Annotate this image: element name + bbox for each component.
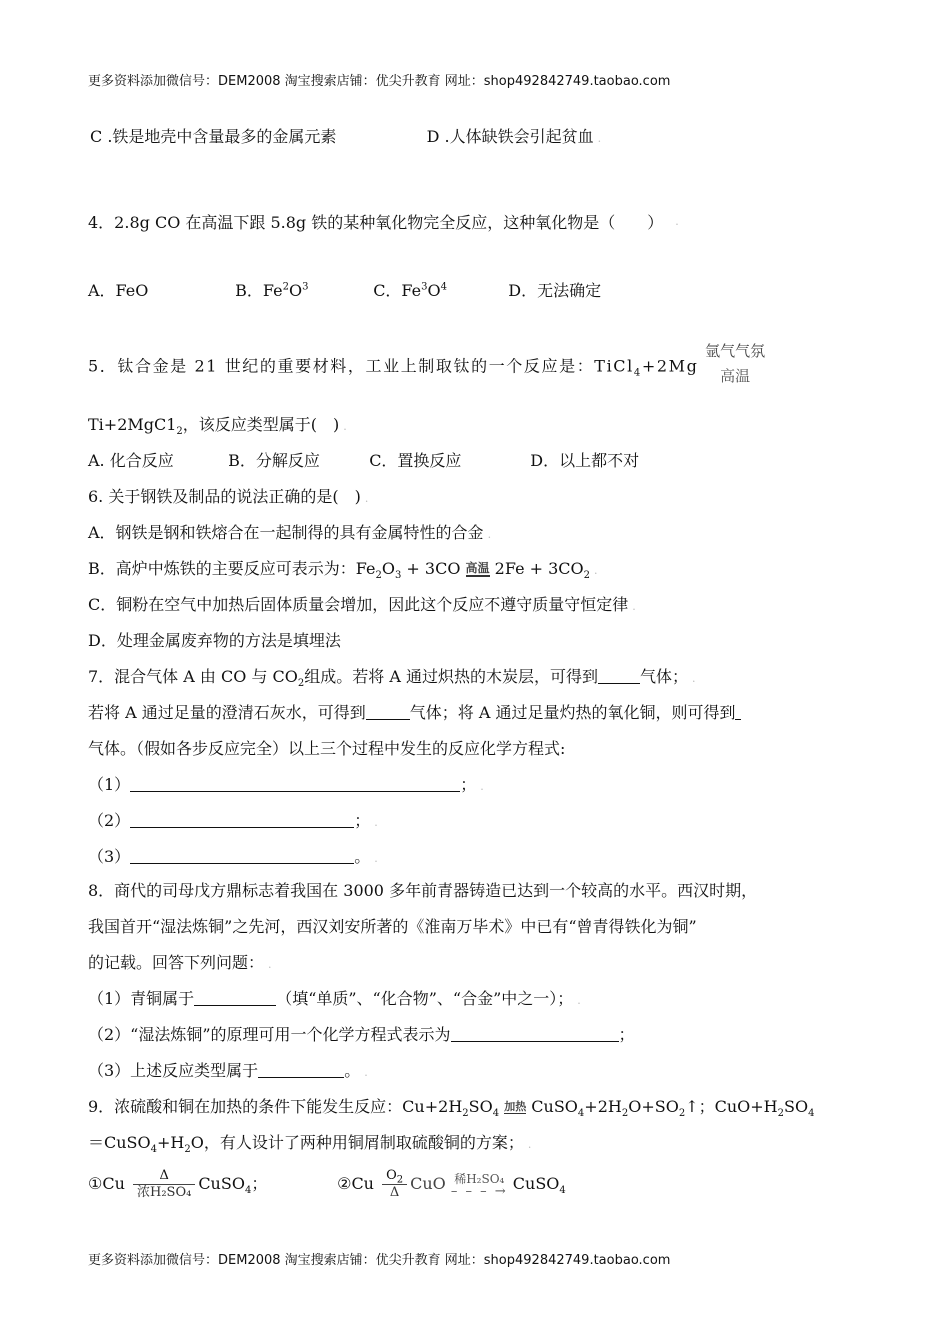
q7-line3: 气体。（假如各步反应完全）以上三个过程中发生的反应化学方程式: (88, 739, 566, 758)
q8-blank-1[interactable] (194, 989, 276, 1006)
q7-answer-1[interactable] (130, 775, 460, 792)
q6-reaction-condition: 高温 (465, 561, 490, 575)
q8-blank-2[interactable] (451, 1025, 619, 1042)
q6-option-a: A．钢铁是钢和铁熔合在一起制得的具有金属特性的合金 . (88, 523, 492, 542)
q5-option-d: D．以上都不对 (530, 451, 640, 470)
q7-blank-1[interactable] (598, 667, 640, 684)
q7-blank-2[interactable] (366, 703, 410, 720)
q4-option-b: B．$Fe^2O^3$ (235, 281, 309, 300)
q5-line2: $Ti+2MgC1_2$，该反应类型属于( ) . (88, 415, 347, 438)
q8-line1: 8．商代的司母戊方鼎标志着我国在 3000 多年前青器铸造已达到一个较高的水平。西汉时期， (88, 881, 758, 900)
q5-option-b: B．分解反应 (228, 451, 320, 470)
q9-reaction-condition: 加热 (504, 1100, 527, 1113)
q4-option-a: A．FeO (88, 281, 149, 300)
q5-options (88, 450, 639, 472)
q9-scheme-1: ①Cu $\frac{\Delta}{\text{浓H₂SO₄}}$ CuSO$_4$； (88, 1168, 268, 1200)
q7-answer-2[interactable] (130, 811, 354, 828)
q4-stem: 4．2.8g CO 在高温下跟 5.8g 铁的某种氧化物完全反应，这种氧化物是（ ） · (88, 213, 679, 232)
q8-sub2: （2）“湿法炼铜”的原理可用一个化学方程式表示为 ； (88, 1025, 635, 1044)
q4-options (88, 280, 601, 302)
page-footer: 更多资料添加微信号：DEM2008 淘宝搜索店铺：优尖升教育 网址：shop492842749.taobao.com (88, 1253, 671, 1268)
q4-option-d: D．无法确定 (508, 281, 602, 300)
q8-line3: 的记载。回答下列问题： . (88, 953, 272, 972)
q9-scheme-2: ②Cu $\frac{O_2}{\Delta}$ CuO 稀H₂SO₄ – – – → CuSO$_4$ (337, 1168, 566, 1200)
q7-answer-3[interactable] (130, 847, 354, 864)
q4-option-c: C．$Fe^3O^4$ (373, 281, 448, 300)
q8-line2: 我国首开“湿法炼铜”之先河，西汉刘安所著的《淮南万毕术》中已有“曾青得铁化为铜” (88, 917, 697, 936)
q3-option-d: D .人体缺铁会引起贫血 (426, 127, 594, 146)
q5-option-c: C．置换反应 (369, 451, 462, 470)
q7-blank-3[interactable] (735, 703, 741, 720)
q8-sub1: （1）青铜属于 （填“单质”、“化合物”、“合金”中之一）； . (88, 989, 581, 1008)
q9-line2: $=CuSO_4+H_2O$，有人设计了两种用铜屑制取硫酸铜的方案； . (88, 1133, 532, 1156)
q7-item-2: （2） ； . (88, 811, 378, 830)
q5-stem: 5．钛合金是 21 世纪的重要材料，工业上制取钛的一个反应是：TiCl$_4$+2Mg 氩气气氛 高温 (88, 342, 765, 392)
q6-stem: 6. 关于钢铁及制品的说法正确的是( ) . (88, 487, 369, 506)
q7-item-1: （1） ； . (88, 775, 484, 794)
page-header: 更多资料添加微信号：DEM2008 淘宝搜索店铺：优尖升教育 网址：shop492842749.taobao.com (88, 74, 671, 89)
q3-option-c: C .铁是地壳中含量最多的金属元素 (90, 127, 337, 146)
q8-blank-3[interactable] (258, 1061, 344, 1078)
q6-option-c: C．铜粉在空气中加热后固体质量会增加，因此这个反应不遵守质量守恒定律 . (88, 595, 636, 614)
q6-option-b: B．高炉中炼铁的主要反应可表示为：$Fe_2O_3 + 3CO$ 高温 $2Fe + 3CO_2$ . (88, 559, 598, 582)
q9-line1: 9．浓硫酸和铜在加热的条件下能发生反应：$Cu+2H_2SO_4$ 加热 $CuSO_4+2H_2O+SO_2↑$；$CuO+H_2SO_4$ (88, 1097, 815, 1120)
q5-option-a: A. 化合反应 (88, 451, 174, 470)
q7-item-3: （3） 。 . (88, 847, 378, 866)
q7-line2: 若将 A 通过足量的澄清石灰水，可得到 气体；将 A 通过足量灼热的氧化铜，则可得到 (88, 702, 741, 724)
q5-reaction-condition: 氩气气氛 高温 (705, 342, 766, 385)
q9-schemes (88, 1168, 566, 1212)
q6-option-d: D．处理金属废弃物的方法是填埋法 (88, 631, 341, 650)
q7-line1: 7．混合气体 A 由 CO 与 $CO_2$组成。若将 A 通过炽热的木炭层，可得到 气体； . (88, 667, 696, 690)
q3-options: C .铁是地壳中含量最多的金属元素 D .人体缺铁会引起贫血 . (90, 127, 602, 146)
q8-sub3: （3）上述反应类型属于 。 . (88, 1061, 368, 1080)
